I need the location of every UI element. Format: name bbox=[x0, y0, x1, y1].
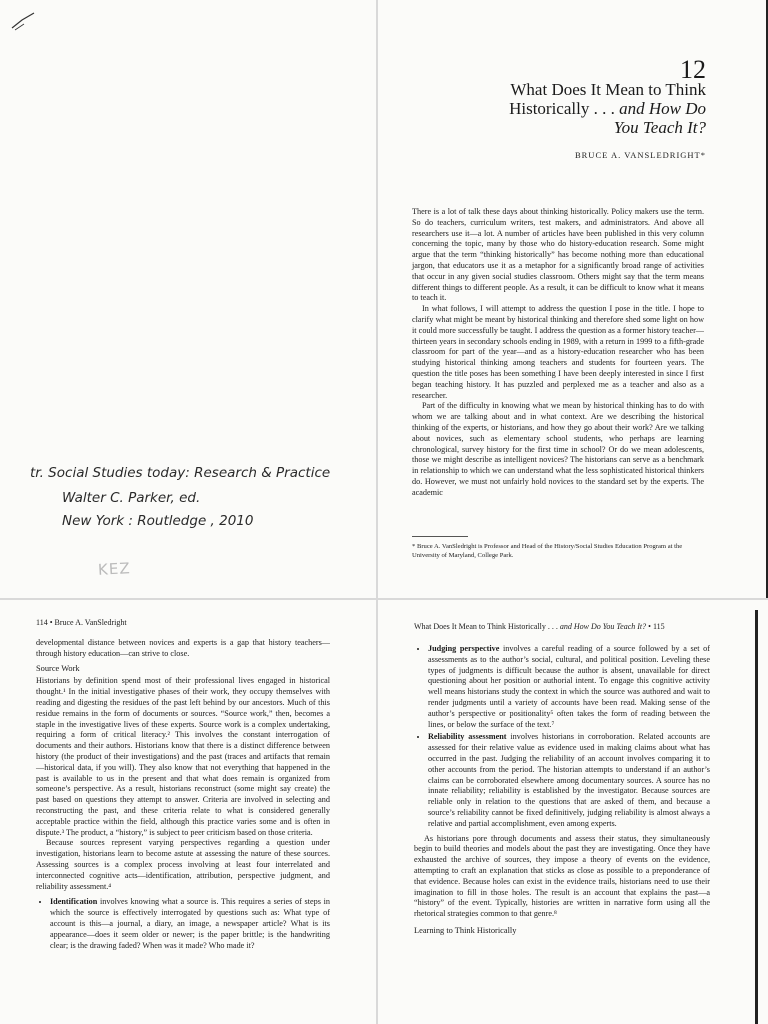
section-heading: Source Work bbox=[36, 663, 80, 673]
chapter-title bbox=[466, 80, 706, 137]
pen-tick-mark bbox=[10, 10, 36, 32]
running-head-title: What Does It Mean to Think Historically . . . bbox=[414, 622, 558, 631]
title-italic-2: You Teach It? bbox=[613, 118, 706, 137]
bullet-text: involves historians in corroboration. Related accounts are assessed for their relative value as evidence used in making claims about what has occurred in the past. Judging the reliability of an account involves comparing it to other accounts from the period. The historian attempts to understand if an author’s claims can be corroborated elsewhere among documentary sources. A source has no innate reliability; reliability is established by the investigator. Because sources are reliable only in relation to the questions that are asked of them, and because a source’s reliability cannot be fixed definitively, judging reliability is almost always a relative and partial accomplishment, even among experts. bbox=[428, 732, 710, 828]
paragraph: Because sources represent varying perspectives regarding a question under investigation, historians learn to become astute at assessing the nature of these sources. Assessing sources is a complex process involving at least four interrelated and interconnected cognitive acts—identification, attribution, perspective judgment, and reliability assessment.⁴ bbox=[36, 838, 330, 891]
list-item bbox=[50, 897, 330, 951]
paragraph: In what follows, I will attempt to address the question I pose in the title. I hope to clarify what might be meant by historical thinking and therefore shed some light on how it could more successfully be taught. I address the question as a former history teacher—thirteen years in secondary schools ending in 1989, with a return in 1999 to a fifth-grade classroom for part of the year—and as a history-education researcher who has been studying historical thinking among teachers and students for fourteen years. The question the title poses has been something I have been deeply interested in since I first began teaching history. It has puzzled and perplexed me as a teacher and also as a researcher. bbox=[412, 304, 704, 400]
list-item bbox=[428, 732, 710, 829]
page-114 bbox=[0, 600, 376, 1024]
bullet-text: involves a careful reading of a source followed by a set of assessments as to the author’s social, cultural, and political position. Leveling these types of judgments is difficult because the author is absent, unavailable for direct questioning about her position or authorial intent. To engage this cognitive activity well means historians study the context in which the source was authored and wait to render judgments until a variety of accounts have been read. Making sense of the author’s perspective or positionality⁵ often takes the form of reading between the lines, or below the surface of the text.⁷ bbox=[428, 644, 710, 729]
page-number: • 115 bbox=[648, 622, 665, 631]
handwriting-line-3: New York : Routledge , 2010 bbox=[62, 513, 254, 529]
bullet-term: Reliability assessment bbox=[428, 732, 507, 742]
lead-text: developmental distance between novices and experts is a gap that history teachers—through history education—can strive to close. bbox=[36, 638, 330, 658]
faint-stamp: KEZ bbox=[97, 559, 132, 579]
page-114-body bbox=[36, 638, 330, 953]
handwriting-line-2: Walter C. Parker, ed. bbox=[62, 490, 201, 506]
list-item bbox=[428, 644, 710, 730]
bullet-list bbox=[36, 897, 330, 951]
page-115-body bbox=[414, 644, 710, 939]
footnote-rule bbox=[412, 536, 468, 537]
running-head bbox=[414, 622, 665, 631]
bullet-term: Identification bbox=[50, 897, 98, 907]
running-head-italic: and How Do You Teach It? bbox=[559, 622, 647, 631]
paragraph: Historians by definition spend most of their professional lives engaged in historical thought.¹ In the initial investigative phases of their work, they occupy themselves with reading and digesting the residues of the past left behind by our ancestors. Much of this residue remains in the form of documents or sources. “Source work,” then, becomes a staple in the investigative lives of these experts. Source work is a complex undertaking, requiring a form of critical literacy.² This involves the constant interrogation of documents and their authors. Historians know that there is a distinct difference between history (the product of their investigations) and the past (traces and artifacts that remain—historical data, if you will). They also know that not everything that happened in the past is available to us in the present and that what does remain is organized from someone’s perspective. As a result, historians reconstruct (some might say create) the past based on questions they attempt to answer. Criteria are involved in selecting and reconstructing the past, and these criteria relate to what is considered generally acceptable practice within the field, although this practice varies some and is often in dispute.³ The product, a “history,” is subject to peer criticism based on those criteria. bbox=[36, 676, 330, 837]
chapter-body bbox=[412, 207, 704, 499]
page-115 bbox=[378, 600, 768, 1024]
bullet-term: Judging perspective bbox=[428, 644, 500, 653]
section-heading: Learning to Think Historically bbox=[414, 925, 517, 935]
paragraph: Part of the difficulty in knowing what we mean by historical thinking has to do with whom we are talking about and in what context. Are we describing the historical thinking of the experts, or historians, and how they go about their work? Are we talking about novices, such as elementary school students, who perhaps are learning chronological, survey history for the first time in school? Or do we mean adolescents, those we might describe as intelligent novices? The historians can serve as a benchmark in relationship to which we can understand what the less sophisticated historical thinkers do. However, we must not unfairly hold novices to the standard set by the experts. The academic bbox=[412, 401, 704, 497]
page-chapter-opening bbox=[378, 0, 768, 598]
title-line-1: What Does It Mean to Think bbox=[510, 80, 706, 99]
chapter-author: BRUCE A. VANSLEDRIGHT* bbox=[574, 150, 706, 160]
handwriting-line-1: tr. Social Studies today: Research & Practice bbox=[30, 465, 331, 481]
paragraph: As historians pore through documents and assess their status, they simultaneously begin to build theories and models about the past they are investigating. Once they have exhausted the archive of sources, they impose a theory of events on the evidence, attempting to craft an explanation that sticks as close as possible to a preponderance of that evidence. Because holes can exist in the evidence trails, historians need to use their imagination to fill in those holes. The result is an account that explains the past—a “history” of the event. Typically, histories are written in narrative form using all the rhetorical strategies common to that genre.⁸ bbox=[414, 833, 710, 919]
title-line-2: Historically . . . bbox=[509, 99, 615, 118]
footnote: * Bruce A. VanSledright is Professor and Head of the History/Social Studies Education Program at the University of Maryland, College Park. bbox=[412, 543, 683, 559]
paragraph: There is a lot of talk these days about thinking historically. Policy makers use the term. So do teachers, curriculum writers, test makers, and administrators. And above all researchers use it—a lot. A number of articles have been published in this very column concerning the topic, many by those who do history-education research. Some might argue that the term “thinking historically” has become nothing more than educational jargon, that educators use it as a metaphor for a significantly broad range of activities that occur in any given social studies classroom. Others might say that the term means different things to different people. As a result, it can be difficult to know what it means to teach it. bbox=[412, 207, 704, 303]
page-edge bbox=[755, 610, 758, 1024]
bullet-text: involves knowing what a source is. This requires a series of steps in which the source is effectively interrogated by questions such as: What type of account is this—a journal, a diary, an image, a newspaper article? What is its appearance—does it seem older or newer; is the paper brittle; is the handwriting clear; is the drawing faded? When was it made? Who made it? bbox=[50, 897, 330, 950]
title-italic-1: and How Do bbox=[619, 99, 706, 118]
chapter-number: 12 bbox=[680, 55, 706, 84]
bullet-list bbox=[414, 644, 710, 830]
running-head: 114 • Bruce A. VanSledright bbox=[36, 618, 127, 627]
page-handwritten-note bbox=[0, 0, 376, 598]
